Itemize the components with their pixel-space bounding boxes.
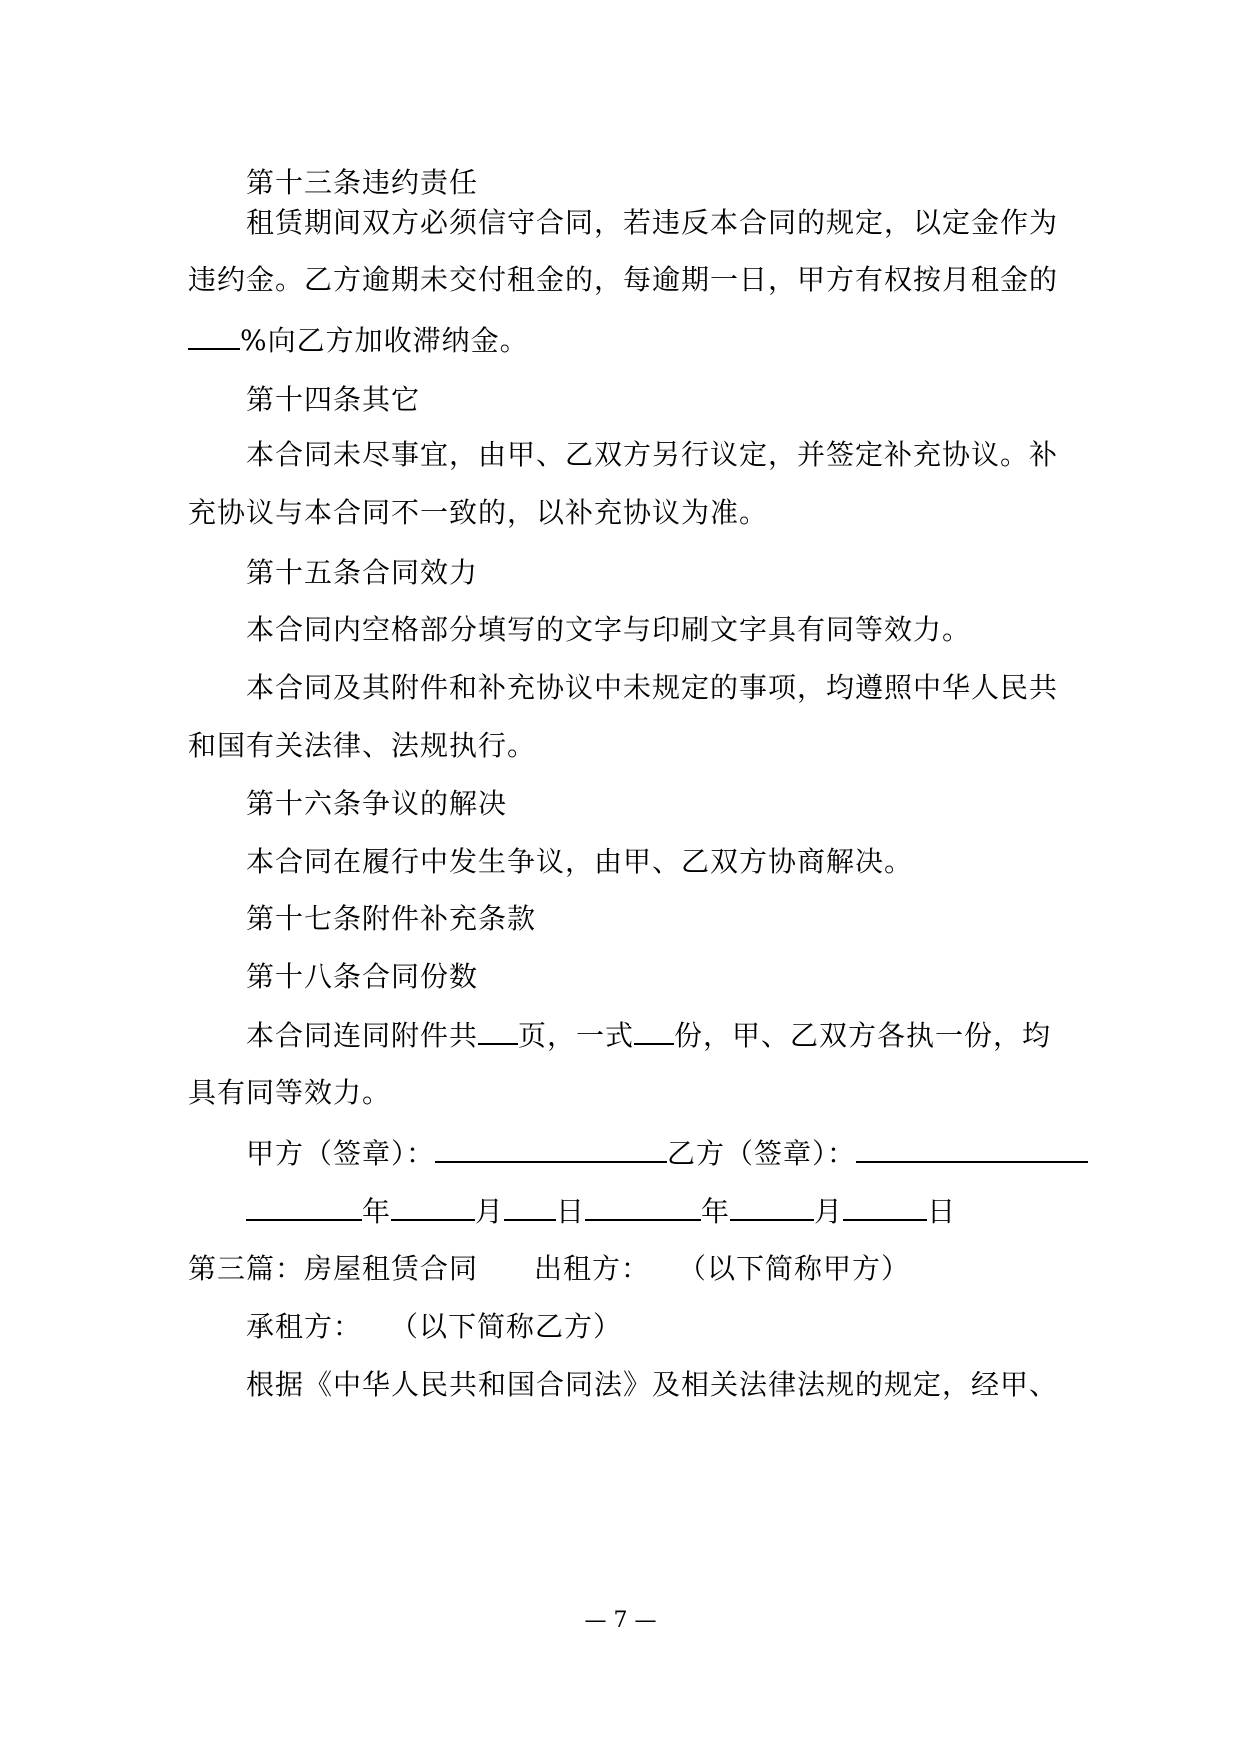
party-a-day-blank: [504, 1191, 556, 1221]
party-a-year-blank: [246, 1191, 362, 1221]
signature-line: [246, 1133, 1088, 1174]
article13-heading: 第十三条违约责任: [246, 166, 479, 199]
party-b-month-label: 月: [814, 1195, 844, 1228]
late-fee-percent-blank: [188, 320, 240, 350]
late-fee-text: %向乙方加收滞纳金。: [240, 324, 529, 357]
article13-paragraph-line1: 租赁期间双方必须信守合同，若违反本合同的规定，以定金作为: [246, 206, 1059, 239]
article17-heading: 第十七条附件补充条款: [246, 902, 537, 935]
copies-text-b: 页，一式: [518, 1019, 635, 1052]
party-a-year-label: 年: [362, 1195, 392, 1228]
article14-paragraph-line1: 本合同未尽事宜，由甲、乙双方另行议定，并签定补充协议。补: [246, 438, 1059, 471]
part3-title: 第三篇：房屋租赁合同: [188, 1252, 479, 1285]
page-count-blank: [478, 1015, 518, 1045]
party-a-day-label: 日: [556, 1195, 586, 1228]
party-a-month-blank: [391, 1191, 475, 1221]
party-b-day-label: 日: [927, 1195, 957, 1228]
party-b-day-blank: [843, 1191, 927, 1221]
page-number: — 7 —: [584, 1608, 657, 1633]
party-a-signature-label: 甲方（签章）：: [246, 1137, 436, 1170]
article15-heading: 第十五条合同效力: [246, 556, 479, 589]
copies-text-c: 份，甲、乙双方各执一份，均: [674, 1019, 1052, 1052]
party-b-year-blank: [585, 1191, 701, 1221]
article14-paragraph-line2: 充协议与本合同不一致的，以补充协议为准。: [188, 496, 769, 529]
article18-paragraph-line1: [246, 1015, 1051, 1056]
copies-text-a: 本合同连同附件共: [246, 1019, 479, 1052]
lessee-line: [246, 1307, 622, 1347]
date-line: [246, 1191, 956, 1232]
basis-line: 根据《中华人民共和国合同法》及相关法律法规的规定，经甲、: [246, 1368, 1059, 1401]
article16-heading: 第十六条争议的解决: [246, 787, 508, 820]
party-b-signature-blank: [856, 1133, 1088, 1163]
lessor-note: （以下简称甲方）: [678, 1252, 911, 1285]
article18-heading: 第十八条合同份数: [246, 960, 479, 993]
article13-paragraph-line3: [188, 320, 529, 361]
lessee-note: （以下简称乙方）: [390, 1310, 623, 1343]
article15-paragraph2-line2: 和国有关法律、法规执行。: [188, 729, 537, 762]
lessee-label: 承租方：: [246, 1310, 363, 1343]
lessor-label: 出租方：: [534, 1252, 651, 1285]
article16-paragraph: 本合同在履行中发生争议，由甲、乙双方协商解决。: [246, 845, 914, 878]
copy-count-blank: [634, 1015, 674, 1045]
article15-paragraph1: 本合同内空格部分填写的文字与印刷文字具有同等效力。: [246, 613, 972, 646]
party-b-year-label: 年: [701, 1195, 731, 1228]
article15-paragraph2-line1: 本合同及其附件和补充协议中未规定的事项，均遵照中华人民共: [246, 671, 1059, 704]
party-b-signature-label: 乙方（签章）：: [667, 1137, 857, 1170]
party-a-month-label: 月: [475, 1195, 505, 1228]
part3-title-line: [188, 1249, 910, 1289]
article13-paragraph-line2: 违约金。乙方逾期未交付租金的，每逾期一日，甲方有权按月租金的: [188, 263, 1059, 296]
article18-paragraph-line2: 具有同等效力。: [188, 1076, 392, 1109]
party-a-signature-blank: [435, 1133, 667, 1163]
party-b-month-blank: [730, 1191, 814, 1221]
article14-heading: 第十四条其它: [246, 383, 421, 416]
